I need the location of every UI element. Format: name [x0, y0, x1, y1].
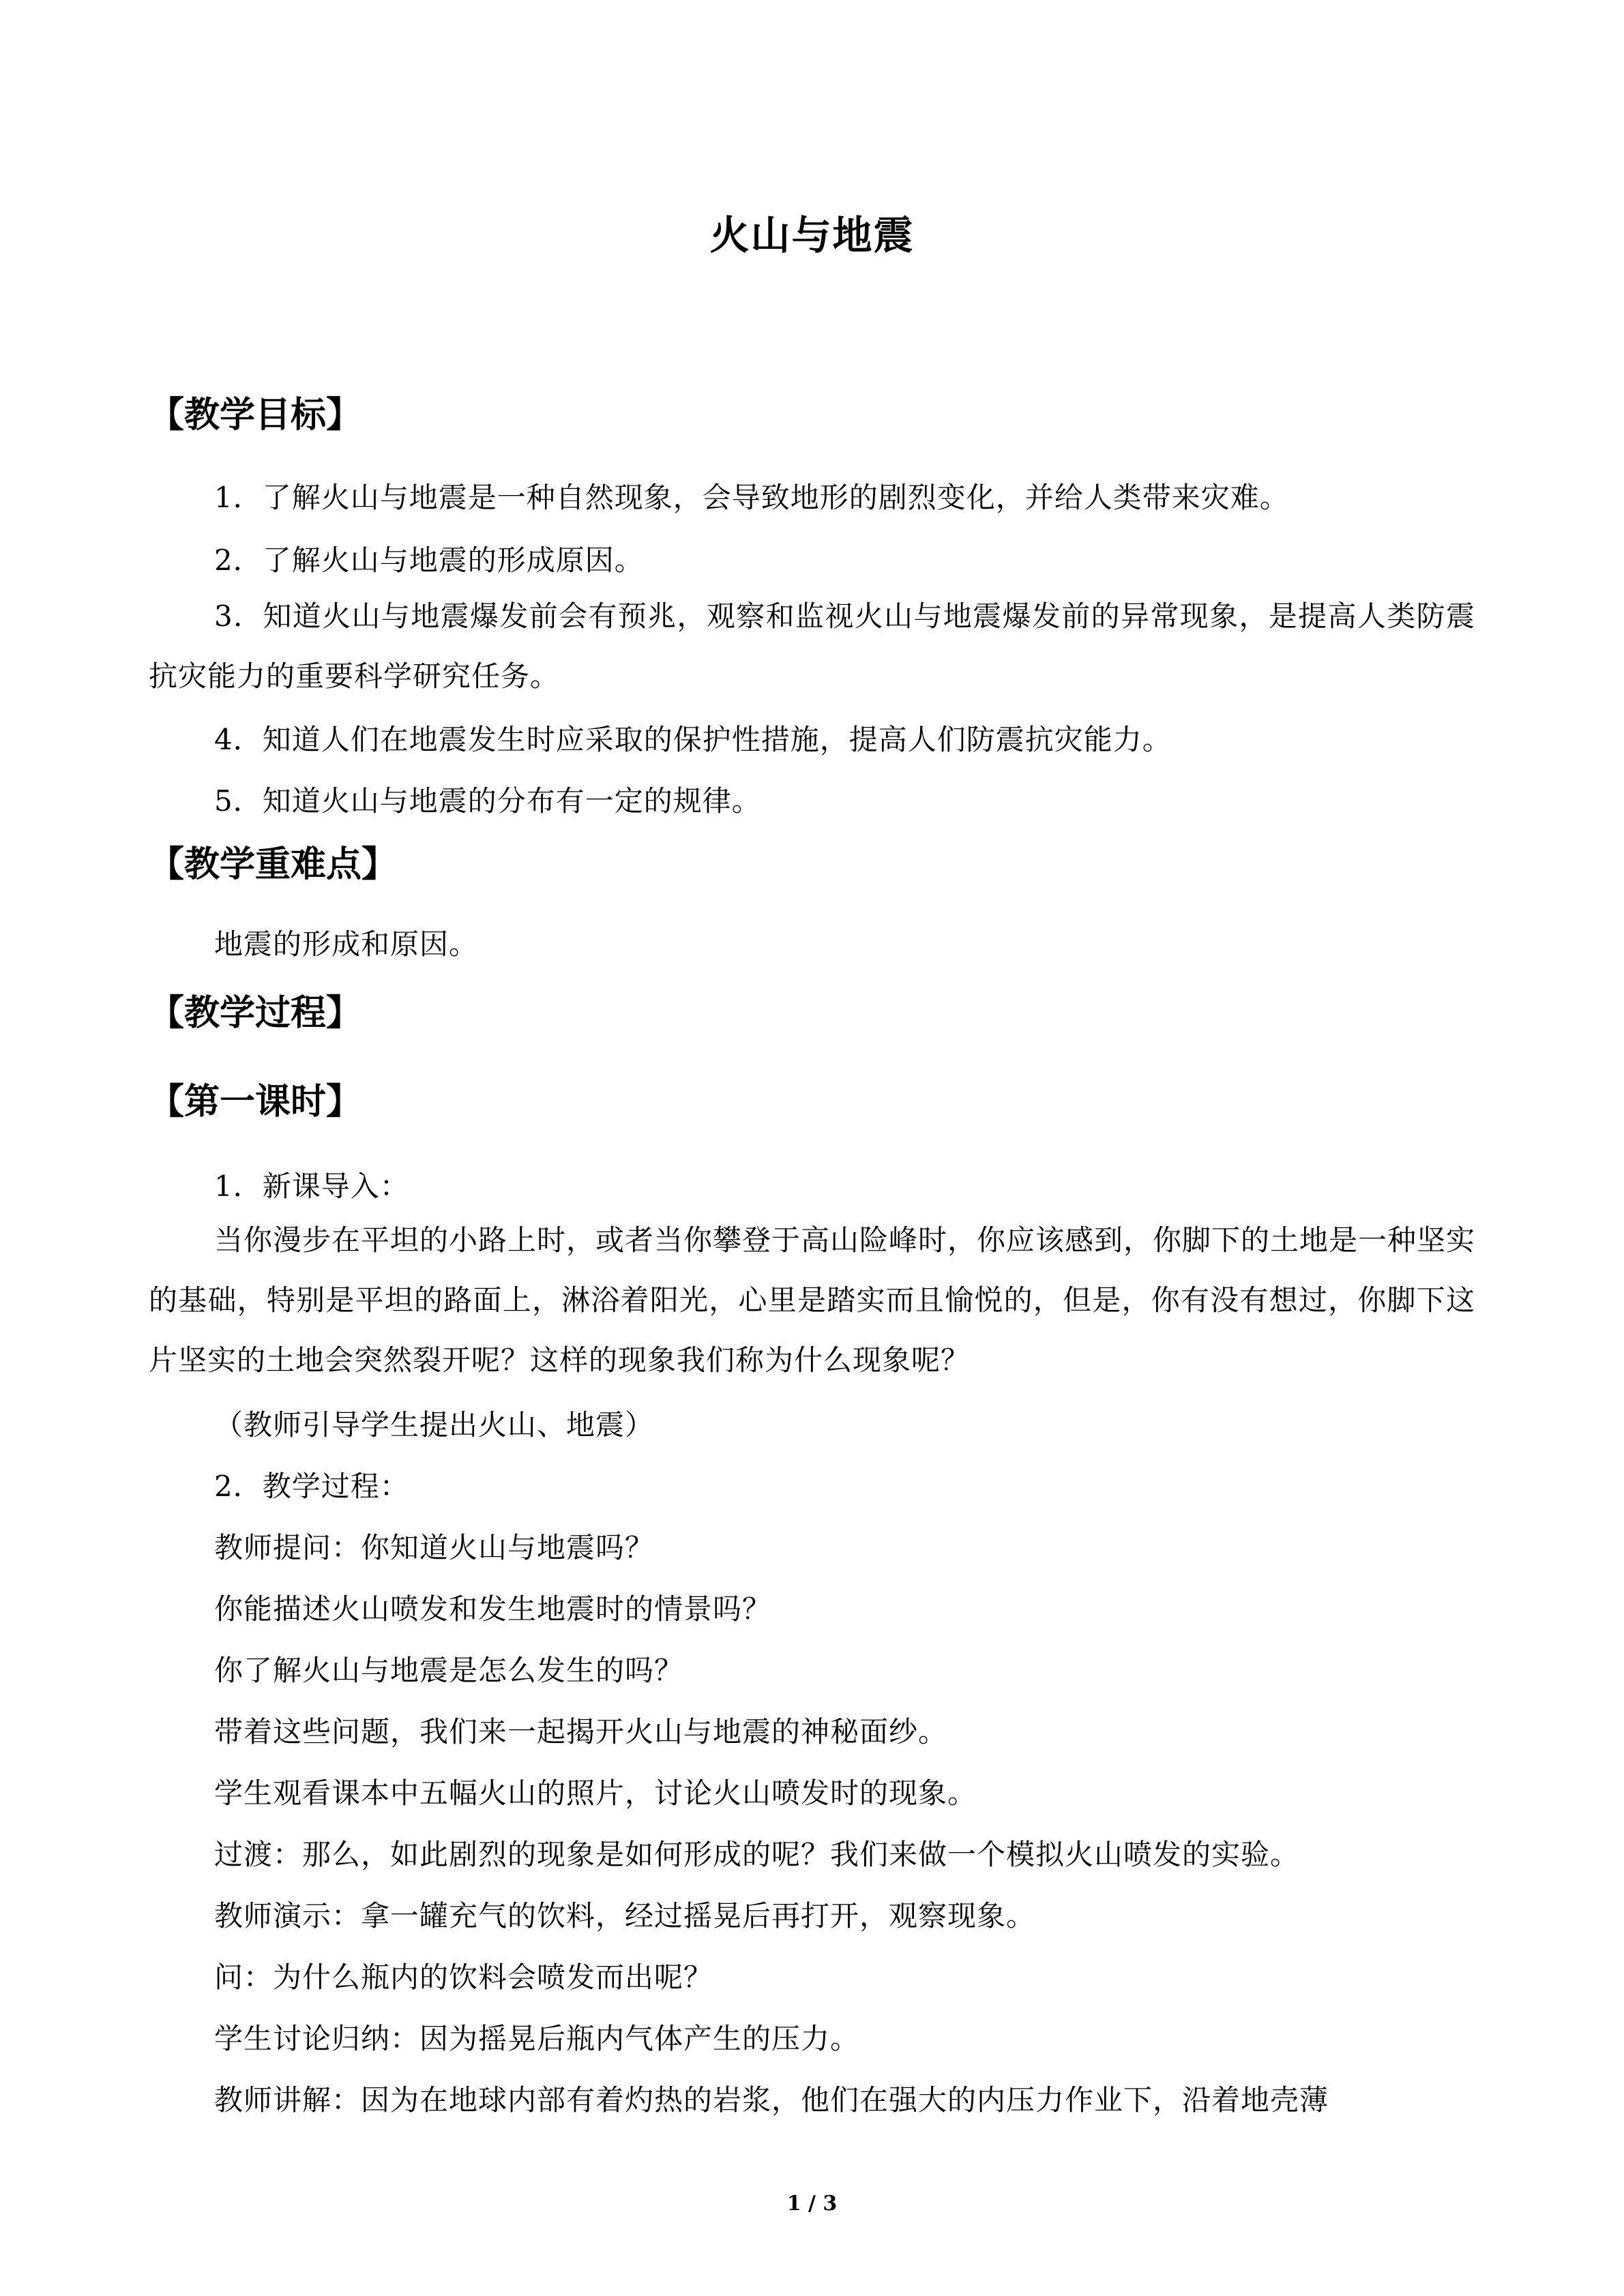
section-heading-goals: 【教学目标】 — [149, 395, 362, 436]
page-title: 火山与地震 — [709, 212, 915, 258]
process-line: 教师讲解：因为在地球内部有着灼热的岩浆，他们在强大的内压力作业下，沿着地壳薄 — [214, 2083, 1329, 2117]
process-line: 带着这些问题，我们来一起揭开火山与地震的神秘面纱。 — [214, 1715, 948, 1748]
process-line: 学生观看课本中五幅火山的照片，讨论火山喷发时的现象。 — [214, 1776, 977, 1810]
section-heading-lesson-1: 【第一课时】 — [149, 1082, 362, 1122]
intro-paragraph: 当你漫步在平坦的小路上时，或者当你攀登于高山险峰时，你应该感到，你脚下的土地是一种坚实的基础，特别是平坦的路面上，淋浴着阳光，心里是踏实而且愉悦的，但是，你有没有想过，你脚下这片坚实的土地会突然裂开呢？这样的现象我们称为什么现象呢？ — [149, 1223, 1476, 1377]
process-line: 教师演示：拿一罐充气的饮料，经过摇晃后再打开，观察现象。 — [214, 1899, 1036, 1933]
process-line: 学生讨论归纳：因为摇晃后瓶内气体产生的压力。 — [214, 2022, 860, 2055]
section-heading-process: 【教学过程】 — [149, 993, 362, 1034]
key-points-text: 地震的形成和原因。 — [214, 927, 479, 961]
goal-item-1: 1．了解火山与地震是一种自然现象，会导致地形的剧烈变化，并给人类带来灾难。 — [214, 481, 1289, 514]
intro-label: 1．新课导入： — [214, 1169, 409, 1203]
goal-item-3: 3．知道火山与地震爆发前会有预兆，观察和监视火山与地震爆发前的异常现象，是提高人类防震抗灾能力的重要科学研究任务。 — [149, 599, 1475, 693]
process-line: 你能描述火山喷发和发生地震时的情景吗？ — [214, 1592, 772, 1626]
process-line: 你了解火山与地震是怎么发生的吗？ — [214, 1654, 684, 1687]
page-number: 1 / 3 — [786, 2192, 838, 2216]
intro-note: （教师引导学生提出火山、地震） — [214, 1408, 655, 1442]
process-label: 2．教学过程： — [214, 1470, 409, 1503]
process-line: 教师提问：你知道火山与地震吗？ — [214, 1531, 655, 1564]
goal-item-5: 5．知道火山与地震的分布有一定的规律。 — [214, 784, 761, 818]
goal-item-4: 4．知道人们在地震发生时应采取的保护性措施，提高人们防震抗灾能力。 — [214, 723, 1172, 756]
process-line: 过渡：那么，如此剧烈的现象是如何形成的呢？我们来做一个模拟火山喷发的实验。 — [214, 1838, 1300, 1871]
goal-item-2: 2．了解火山与地震的形成原因。 — [214, 543, 644, 577]
process-line: 问：为什么瓶内的饮料会喷发而出呢？ — [214, 1960, 713, 1994]
section-heading-key-points: 【教学重难点】 — [149, 844, 398, 885]
